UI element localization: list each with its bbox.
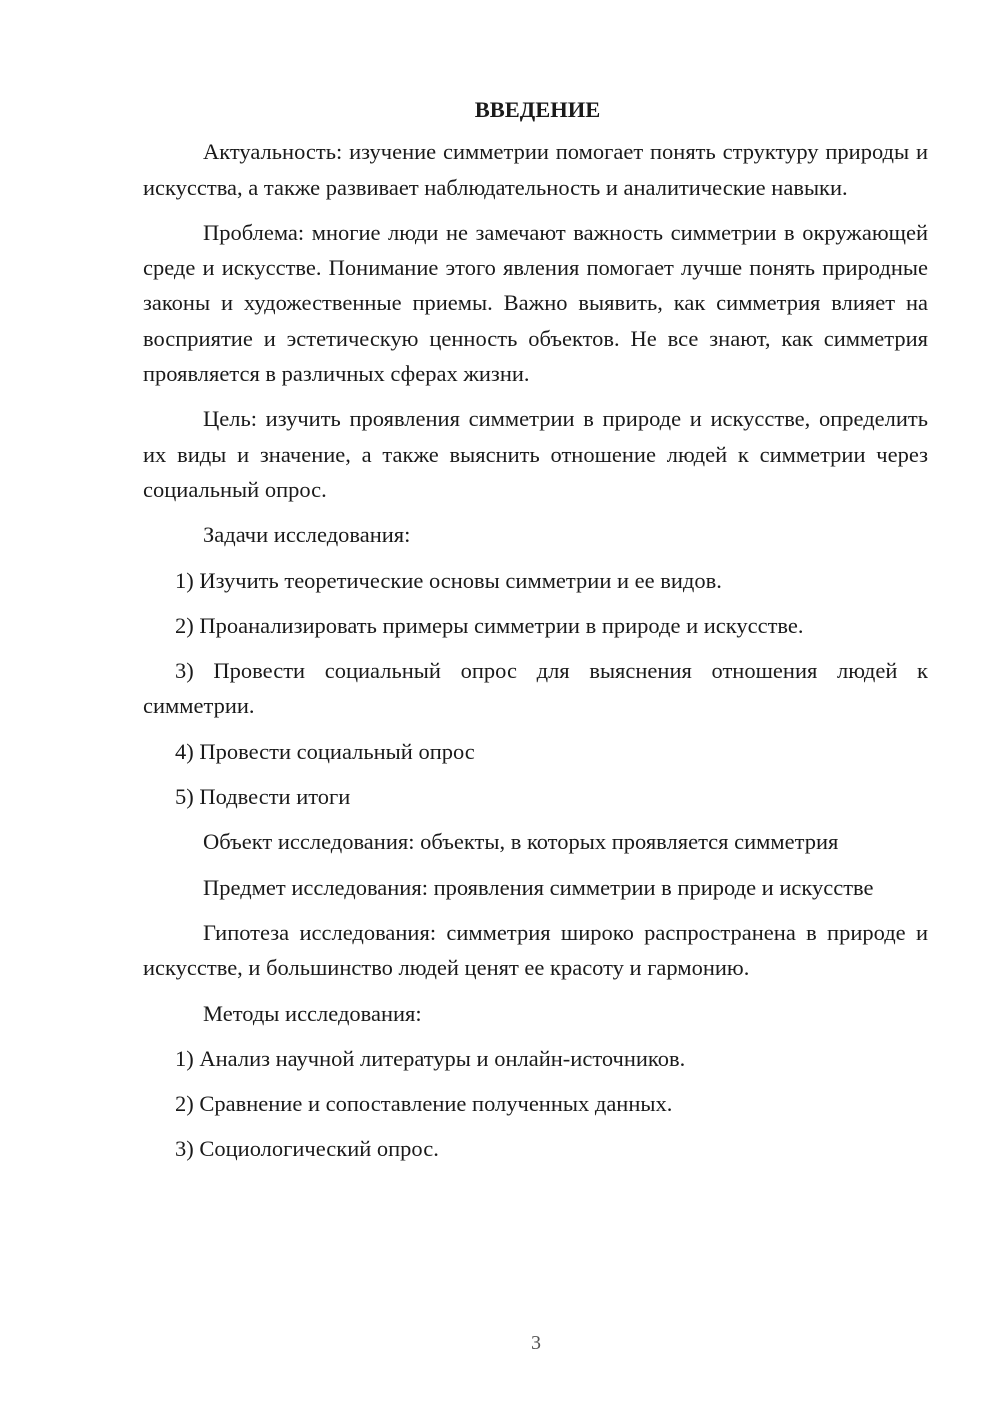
document-page <box>143 92 928 1177</box>
hypothesis-paragraph: Гипотеза исследования: симметрия широко распространена в природе и искусстве, и большинство людей ценят ее красоту и гармонию. <box>143 919 928 981</box>
relevance-paragraph: Актуальность: изучение симметрии помогает понять структуру природы и искусства, а также развивает наблюдательность и аналитические навыки. <box>143 139 928 200</box>
section-title: ВВЕДЕНИЕ <box>474 97 601 122</box>
method-item: 3) Социологический опрос. <box>175 1136 439 1162</box>
methods-heading: Методы исследования: <box>203 1000 422 1026</box>
subject-paragraph: Предмет исследования: проявления симметрии в природе и искусстве <box>203 874 874 900</box>
task-item: 2) Проанализировать примеры симметрии в природе и искусстве. <box>175 612 804 638</box>
task-item: 1) Изучить теоретические основы симметрии и ее видов. <box>175 567 722 593</box>
method-item: 1) Анализ научной литературы и онлайн-источников. <box>175 1045 686 1071</box>
task-item: 4) Провести социальный опрос <box>175 738 475 764</box>
task-item: 5) Подвести итоги <box>175 784 351 810</box>
object-paragraph: Объект исследования: объекты, в которых проявляется симметрия <box>203 829 839 855</box>
goal-paragraph: Цель: изучить проявления симметрии в природе и искусстве, определить их виды и значение, а также выяснить отношение людей к симметрии через социальный опрос. <box>143 406 928 502</box>
tasks-heading: Задачи исследования: <box>203 522 411 548</box>
problem-paragraph: Проблема: многие люди не замечают важность симметрии в окружающей среде и искусстве. Понимание этого явления помогает лучше понять природные законы и художественные приемы. Важно выявить, как симметрия влияет на восприятие и эстетическую ценность объектов. Не все знают, как симметрия проявляется в различных сферах жизни. <box>143 219 928 387</box>
task-item: 3) Провести социальный опрос для выяснения отношения людей к симметрии. <box>143 658 928 719</box>
page-number: 3 <box>531 1332 541 1354</box>
method-item: 2) Сравнение и сопоставление полученных данных. <box>175 1091 673 1117</box>
